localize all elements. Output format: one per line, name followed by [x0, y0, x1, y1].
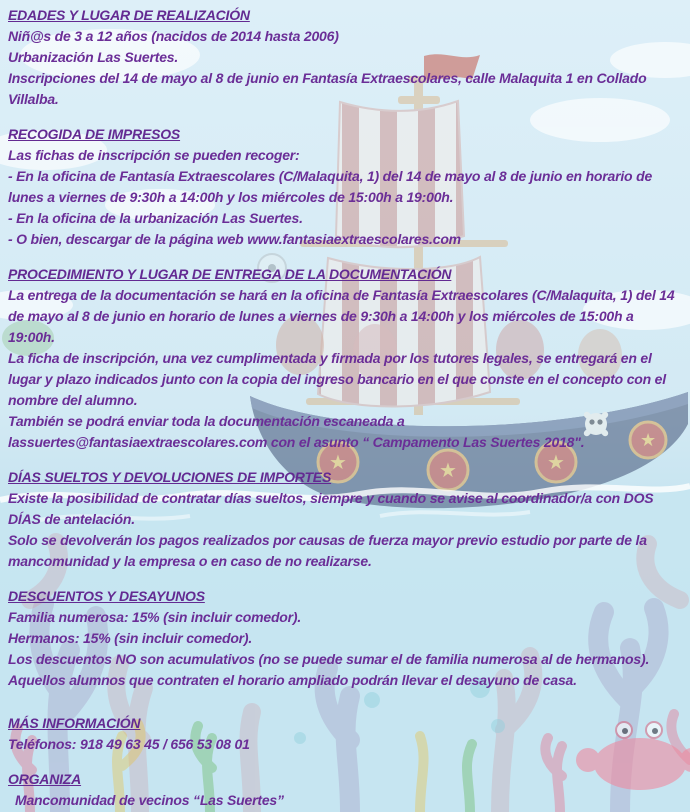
paragraph: La ficha de inscripción, una vez cumplimentada y firmada por los tutores legales, se entregará en el lugar y plazo indicados junto con la copia del ingreso bancario en el que conste en el concepto con el nombre del alumno. [8, 350, 666, 408]
paragraph: Solo se devolverán los pagos realizados por causas de fuerza mayor previo estudio por parte de la mancomunidad y la empresa o en caso de no realizarse. [8, 532, 647, 569]
section-dias-sueltos [8, 467, 684, 572]
paragraph: Las fichas de inscripción se pueden recoger: [8, 147, 300, 163]
section-heading-organiza: ORGANIZA [8, 771, 82, 787]
paragraph: Los descuentos NO son acumulativos (no se puede sumar el de familia numerosa al de hermanos). [8, 651, 650, 667]
paragraph: - En la oficina de la urbanización Las Suertes. [8, 210, 303, 226]
section-heading-dias-sueltos: DÍAS SUELTOS Y DEVOLUCIONES DE IMPORTES [8, 469, 332, 485]
paragraph: Urbanización Las Suertes. [8, 49, 179, 65]
section-heading-edades: EDADES Y LUGAR DE REALIZACIÓN [8, 7, 250, 23]
paragraph: Mancomunidad de vecinos “Las Suertes” [15, 792, 284, 808]
paragraph: Inscripciones del 14 de mayo al 8 de junio en Fantasía Extraescolares, calle Malaquita 1 en Collado Villalba. [8, 70, 647, 107]
paragraph: Hermanos: 15% (sin incluir comedor). [8, 630, 253, 646]
section-procedimiento [8, 264, 684, 453]
paragraph: - En la oficina de Fantasía Extraescolares (C/Malaquita, 1) del 14 de mayo al 8 de junio en horario de lunes a viernes de 9:30h a 14:00h y los miércoles de 15:00h a 19:00h. [8, 168, 653, 205]
svg-text:★: ★ [439, 460, 457, 482]
section-mas-informacion [8, 713, 684, 755]
paragraph: Teléfonos: 918 49 63 45 / 656 53 08 01 [8, 736, 250, 752]
section-heading-procedimiento: PROCEDIMIENTO Y LUGAR DE ENTREGA DE LA DOCUMENTACIÓN [8, 266, 452, 282]
section-organiza [8, 769, 684, 811]
section-heading-mas-informacion: MÁS INFORMACIÓN [8, 715, 141, 731]
section-heading-recogida: RECOGIDA DE IMPRESOS [8, 126, 181, 142]
paragraph: También se podrá enviar toda la documentación escaneada a [8, 413, 405, 429]
section-descuentos [8, 586, 684, 691]
paragraph: Niñ@s de 3 a 12 años (nacidos de 2014 hasta 2006) [8, 28, 339, 44]
paragraph: La entrega de la documentación se hará en la oficina de Fantasía Extraescolares (C/Malaquita, 1) del 14 de mayo al 8 de junio en horario de lunes a viernes de 9:30h a 14:00h y los miércoles de 15:00h a 19:00h. [8, 287, 675, 345]
paragraph: lassuertes@fantasiaextraescolares.com con el asunto “ Campamento Las Suertes 2018". [8, 434, 585, 450]
section-edades [8, 5, 684, 110]
section-heading-descuentos: DESCUENTOS Y DESAYUNOS [8, 588, 205, 604]
paragraph: Familia numerosa: 15% (sin incluir comedor). [8, 609, 302, 625]
paragraph: Existe la posibilidad de contratar días sueltos, siempre y cuando se avise al coordinador/a con DOS DÍAS de antelación. [8, 490, 654, 527]
paragraph: - O bien, descargar de la página web www.fantasiaextraescolares.com [8, 231, 461, 247]
paragraph: Aquellos alumnos que contraten el horario ampliado podrán llevar el desayuno de casa. [8, 672, 577, 688]
svg-text:★: ★ [547, 452, 565, 474]
svg-text:★: ★ [639, 430, 657, 450]
section-recogida [8, 124, 684, 250]
svg-text:★: ★ [329, 452, 347, 474]
